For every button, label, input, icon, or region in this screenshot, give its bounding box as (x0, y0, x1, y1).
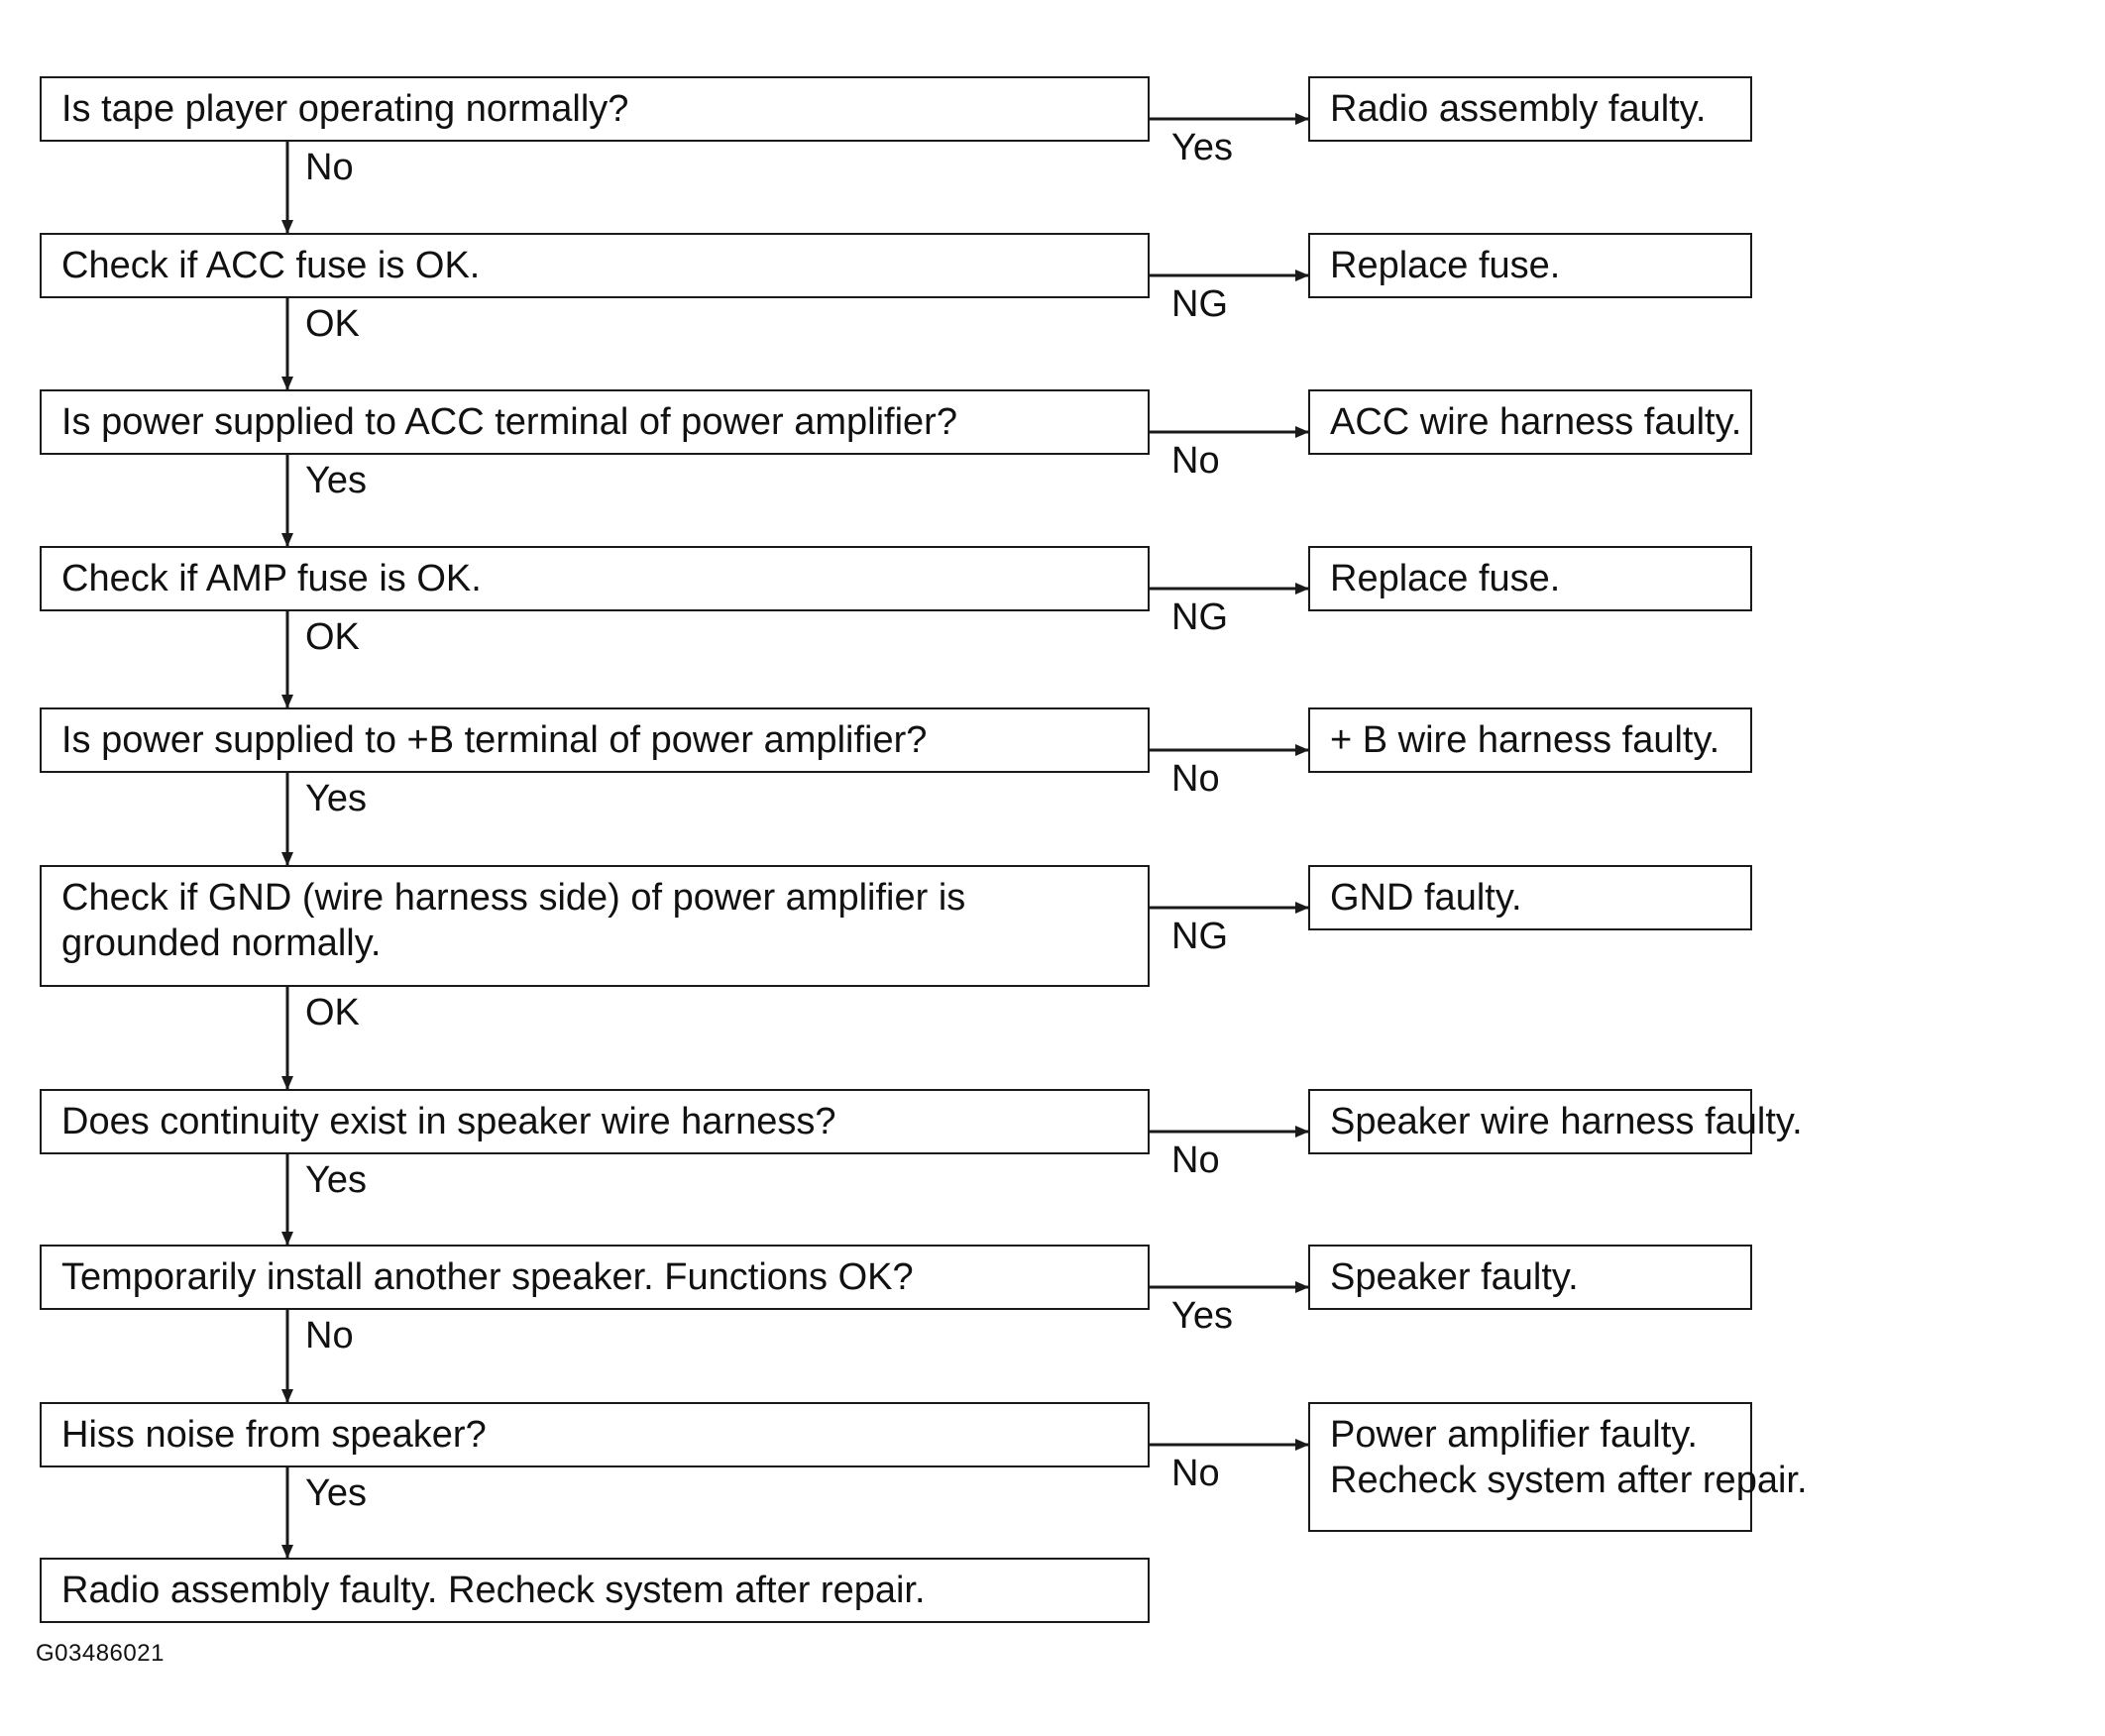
figure-id: G03486021 (36, 1640, 165, 1667)
result-box (1308, 1089, 1803, 1154)
down-label: Yes (305, 778, 367, 819)
side-label: Yes (1171, 127, 1233, 168)
down-label: Yes (305, 1159, 367, 1201)
down-label: Yes (305, 1472, 367, 1514)
down-label: OK (305, 992, 360, 1033)
down-label: OK (305, 303, 360, 345)
question-box (40, 233, 1150, 298)
result-box-text: GND faulty. (1330, 877, 1522, 919)
question-box-text: Hiss noise from speaker? (61, 1414, 487, 1456)
question-box (40, 1402, 1150, 1467)
question-box-text: Is power supplied to ACC terminal of power amplifier? (61, 401, 957, 443)
result-box-text: Power amplifier faulty. (1330, 1414, 1698, 1456)
result-box (1308, 233, 1752, 298)
result-box-text: + B wire harness faulty. (1330, 719, 1720, 761)
side-label: NG (1171, 283, 1228, 325)
question-box-text: Does continuity exist in speaker wire harness? (61, 1101, 836, 1142)
question-box (40, 865, 1150, 987)
final-box (40, 1558, 1150, 1623)
result-box (1308, 546, 1752, 611)
question-box (40, 546, 1150, 611)
result-box (1308, 865, 1752, 930)
result-box-text: Replace fuse. (1330, 558, 1561, 599)
question-box-text: grounded normally. (61, 922, 382, 964)
question-box (40, 76, 1150, 142)
result-box (1308, 389, 1752, 455)
side-label: NG (1171, 916, 1228, 957)
question-box-text: Check if ACC fuse is OK. (61, 245, 481, 286)
result-box-text: Speaker faulty. (1330, 1256, 1579, 1298)
side-label: No (1171, 440, 1220, 482)
result-box-text: Replace fuse. (1330, 245, 1561, 286)
result-box-text: Recheck system after repair. (1330, 1460, 1808, 1501)
question-box-text: Is tape player operating normally? (61, 88, 629, 130)
down-label: OK (305, 616, 360, 658)
side-label: No (1171, 1453, 1220, 1494)
down-label: Yes (305, 460, 367, 501)
question-box-text: Temporarily install another speaker. Functions OK? (61, 1256, 914, 1298)
down-label: No (305, 1315, 354, 1356)
result-box-text: Speaker wire harness faulty. (1330, 1101, 1803, 1142)
result-box-text: Radio assembly faulty. (1330, 88, 1707, 130)
question-box (40, 389, 1150, 455)
side-label: No (1171, 1139, 1220, 1181)
question-box-text: Check if AMP fuse is OK. (61, 558, 482, 599)
result-box-text: ACC wire harness faulty. (1330, 401, 1742, 443)
result-box (1308, 707, 1752, 773)
question-box (40, 707, 1150, 773)
final-box-text: Radio assembly faulty. Recheck system after repair. (61, 1570, 926, 1611)
result-box (1308, 76, 1752, 142)
down-label: No (305, 147, 354, 188)
result-box (1308, 1402, 1808, 1532)
result-box (1308, 1245, 1752, 1310)
question-box-text: Is power supplied to +B terminal of power amplifier? (61, 719, 928, 761)
question-box-text: Check if GND (wire harness side) of power amplifier is (61, 877, 966, 919)
side-label: No (1171, 758, 1220, 800)
question-box (40, 1245, 1150, 1310)
question-box (40, 1089, 1150, 1154)
side-label: NG (1171, 597, 1228, 638)
side-label: Yes (1171, 1295, 1233, 1337)
